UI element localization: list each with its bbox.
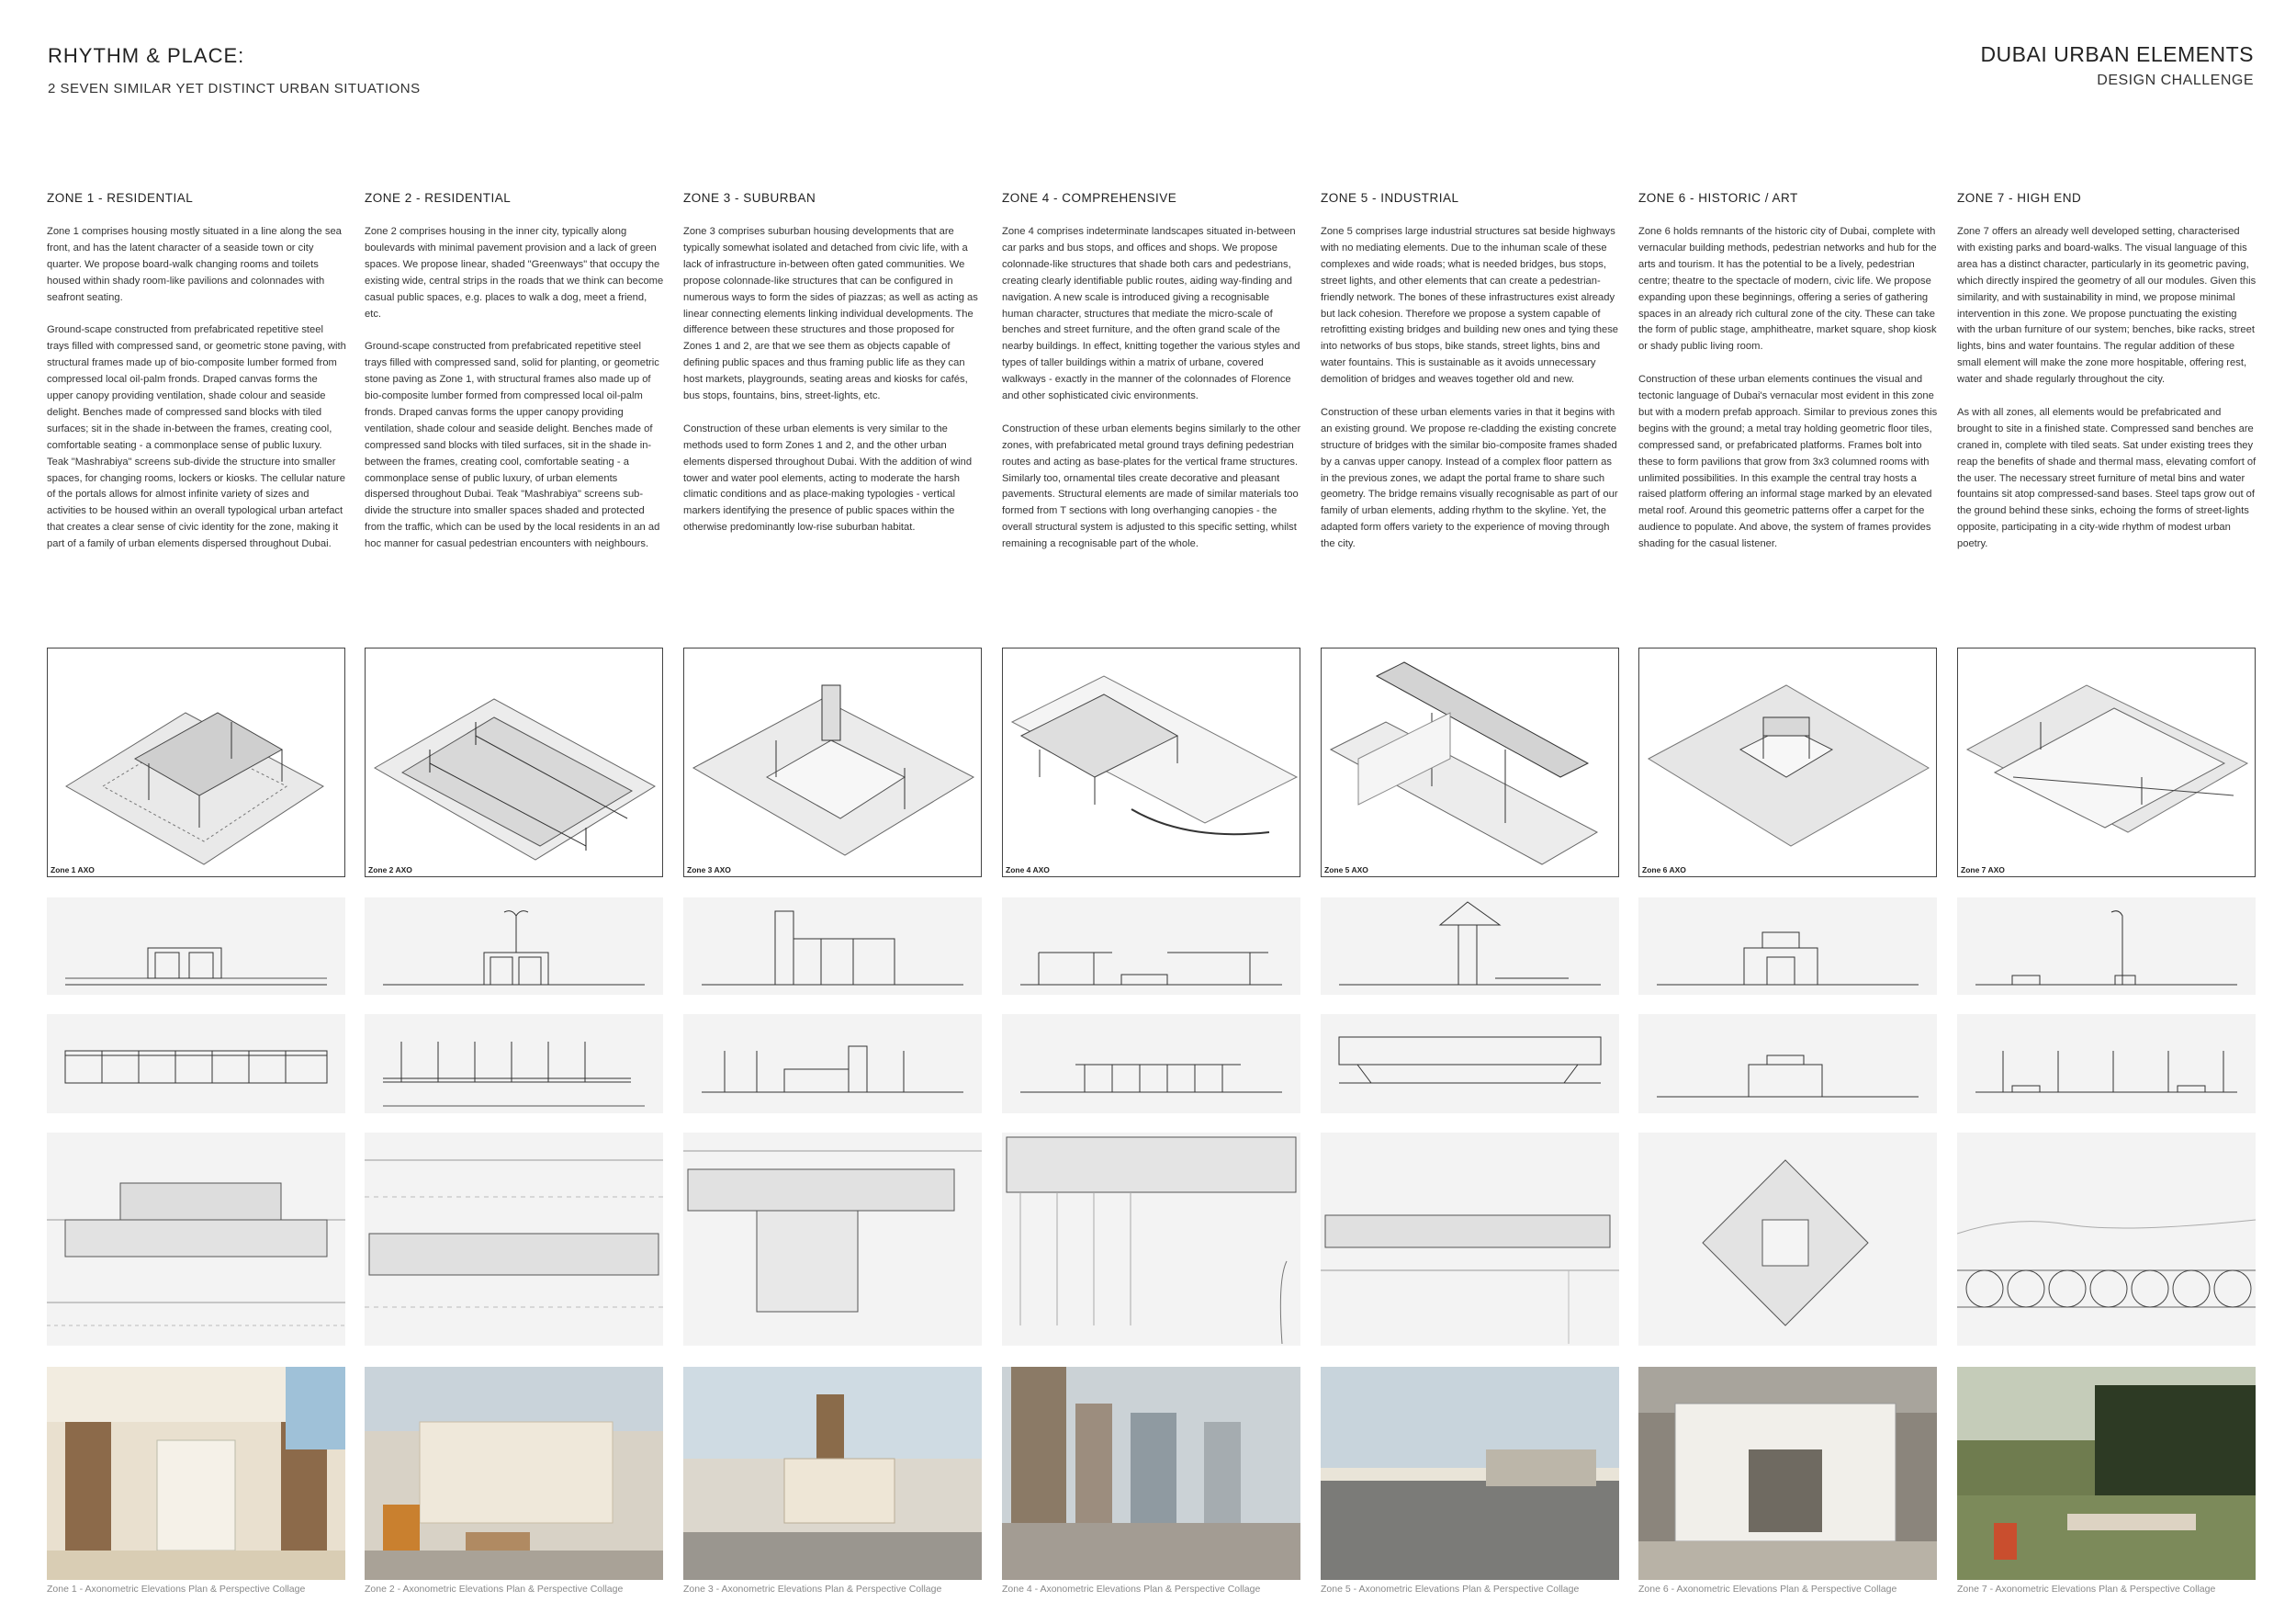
zone-paragraph-2: Construction of these urban elements begins similarly to the other zones, with prefabricated metal ground trays defining pedestrian routes and acting as base-plates for the vertical frame structures. Similarly too, ornamental tiles create decorative and pleasant pavements. Structural elements are made of similar materials too formed from T sections with long overhanging canopies - the overall structural system is adjusted to this specific setting, whilst remaining a recognisable part of the whole. [1002, 423, 1301, 550]
zone-paragraph-2: Ground-scape constructed from prefabricated repetitive steel trays filled with compressed sand, solid for planting, or geometric stone paving as Zone 1, with structural frames also made up of bio-composite lumber formed from compressed local oil-palm fronds. Draped canvas forms the upper canopy providing ventilation, shade colour and seaside delight. Benches made of compressed sand blocks with tiled surfaces, sit in the shade in-between the frames, creating cool, comfortable seating - a commonplace sense of public luxury, of urban elements dispersed throughout Dubai. Teak "Mashrabiya" screens sub-divide the structure into smaller spaces shaded and protected from the traffic, which can be used by the local residents in an ad hoc manner for casual pedestrian encounters with neighbours. [365, 341, 660, 550]
zone-paragraph-1: Zone 6 holds remnants of the historic city of Dubai, complete with vernacular building methods, pedestrian networks and hub for the arts and tourism. It has the potential to be a lively, pedestrian centre; theatre to the spectacle of modern, civic life. We propose expanding upon these beginnings, offering a series of gathering spaces in an already rich cultural zone of the city. These can take the form of public stage, amphitheatre, market square, shop kiosk or shady public living room. [1638, 226, 1937, 353]
axo-label: Zone 5 AXO [1324, 865, 1368, 874]
perspective-collage [47, 1367, 345, 1580]
zone-title: ZONE 2 - RESIDENTIAL [365, 191, 512, 205]
axo-drawing [1957, 648, 2256, 877]
brand-subtitle: DESIGN CHALLENGE [2097, 73, 2254, 88]
plan-drawing [1957, 1133, 2256, 1346]
axo-illustration [1322, 648, 1619, 877]
zone-title: ZONE 7 - HIGH END [1957, 191, 2082, 205]
zone-paragraph-2: As with all zones, all elements would be prefabricated and brought to site in a finished state. Compressed sand benches are craned in, complete with tiled seats. Sat under existing trees they reap the benefits of shade and thermal mass, elevating comfort of the user. The necessary street furniture of metal bins and water fountains sit atop compressed-sand bases. Steel taps grow out of the ground behind these sinks, echoing the forms of street-lights opposite, participating in a city-wide rhythm of modest urban poetry. [1957, 406, 2257, 550]
axo-label: Zone 7 AXO [1961, 865, 2005, 874]
zone-description [1002, 224, 1301, 570]
zone-column-4 [1002, 0, 1300, 1624]
zone-caption: Zone 5 - Axonometric Elevations Plan & Perspective Collage [1321, 1584, 1580, 1595]
zone-description [683, 224, 983, 553]
zone-description [47, 224, 346, 570]
perspective-collage [365, 1367, 663, 1580]
zone-title: ZONE 6 - HISTORIC / ART [1638, 191, 1798, 205]
axo-label: Zone 6 AXO [1642, 865, 1686, 874]
zone-column-7 [1957, 0, 2256, 1624]
elevation-front [1957, 897, 2256, 995]
zone-paragraph-2: Construction of these urban elements is very similar to the methods used to form Zones 1 and 2, and the other urban elements dispersed throughout Dubai. With the addition of wind tower and water pool elements, acting to moderate the harsh climatic conditions and as place-making typologies - vertical markers identifying the presence of public spaces within the otherwise predominantly low-rise suburban habitat. [683, 423, 973, 534]
zone-paragraph-1: Zone 3 comprises suburban housing developments that are typically somewhat isolated and detached from civic life, with a lack of infrastructure in-between often gated communities. We propose colonnade-like structures that can be configured in numerous ways to form the sides of piazzas; as well as acting as linear connecting elements linking individual developments. The difference between these structures and those proposed for Zones 1 and 2, are that we see them as objects capable of defining public spaces and thus framing public life as they can host markets, playgrounds, seating areas and kiosks for cafés, bus stops, fountains, bins, street-lights, etc. [683, 226, 978, 402]
elevation-side [1321, 1014, 1619, 1113]
zone-title: ZONE 3 - SUBURBAN [683, 191, 816, 205]
axo-illustration [366, 648, 663, 877]
elevation-side [1002, 1014, 1300, 1113]
elevation-front [365, 897, 663, 995]
axo-label: Zone 4 AXO [1006, 865, 1050, 874]
page-title: RHYTHM & PLACE: [48, 44, 245, 67]
zone-description [365, 224, 664, 570]
axo-drawing [365, 648, 663, 877]
brand-title: DUBAI URBAN ELEMENTS [1980, 42, 2254, 66]
plan-drawing [1321, 1133, 1619, 1346]
elevation-front [1321, 897, 1619, 995]
zone-paragraph-1: Zone 4 comprises indeterminate landscapes situated in-between car parks and bus stops, and offices and shops. We propose colonnade-like structures that shade both cars and pedestrians, creating clearly identifiable public routes, aiding way-finding and navigation. A new scale is introduced giving a recognisable human character, structures that mediate the micro-scale of benches and street furniture, and the often grand scale of the nearby buildings. In effect, knitting together the various styles and types of taller buildings within a matrix of urbane, covered walkways - exactly in the manner of the colonnades of Florence and other sophisticated civic environments. [1002, 226, 1300, 402]
axo-illustration [1639, 648, 1937, 877]
zone-column-1 [47, 0, 345, 1624]
zone-title: ZONE 4 - COMPREHENSIVE [1002, 191, 1177, 205]
elevation-front [683, 897, 982, 995]
zone-description [1321, 224, 1620, 570]
zone-paragraph-1: Zone 2 comprises housing in the inner city, typically along boulevards with minimal pavement provision and a lack of green spaces. We propose linear, shaded "Greenways" that occupy the existing wide, central strips in the roads that we think can become casual public spaces, e.g. places to walk a dog, meet a friend, etc. [365, 226, 664, 320]
axo-label: Zone 3 AXO [687, 865, 731, 874]
zone-caption: Zone 3 - Axonometric Elevations Plan & Perspective Collage [683, 1584, 942, 1595]
perspective-collage [683, 1367, 982, 1580]
zone-caption: Zone 7 - Axonometric Elevations Plan & Perspective Collage [1957, 1584, 2216, 1595]
plan-drawing [365, 1133, 663, 1346]
perspective-collage [1321, 1367, 1619, 1580]
zone-caption: Zone 6 - Axonometric Elevations Plan & Perspective Collage [1638, 1584, 1897, 1595]
elevation-front [1638, 897, 1937, 995]
axo-illustration [1003, 648, 1300, 877]
perspective-collage [1002, 1367, 1300, 1580]
axo-illustration [684, 648, 982, 877]
elevation-side [1638, 1014, 1937, 1113]
zone-column-5 [1321, 0, 1619, 1624]
perspective-collage [1638, 1367, 1937, 1580]
elevation-side [1957, 1014, 2256, 1113]
zone-title: ZONE 5 - INDUSTRIAL [1321, 191, 1459, 205]
zone-paragraph-2: Construction of these urban elements continues the visual and tectonic language of Dubai's vernacular most evident in this zone but with a modern prefab approach. Similar to previous zones this begins with the ground; a metal tray holding geometric floor tiles, compressed sand, or prefabricated platforms. Frames bolt into these to form pavilions that grow from 3x3 columned rooms with unlimited possibilities. In this example the central tray hosts a raised platform offering an informal stage marked by an elevated metal roof. Around this geometric patterns offer a carpet for the audience to populate. And above, the system of frames provides shading for the casual listener. [1638, 374, 1938, 550]
zone-column-2 [365, 0, 663, 1624]
elevation-side [683, 1014, 982, 1113]
axo-drawing [1638, 648, 1937, 877]
axo-drawing [47, 648, 345, 877]
zone-caption: Zone 2 - Axonometric Elevations Plan & Perspective Collage [365, 1584, 624, 1595]
plan-drawing [1638, 1133, 1937, 1346]
plan-drawing [683, 1133, 982, 1346]
zone-paragraph-1: Zone 1 comprises housing mostly situated in a line along the sea front, and has the latent character of a seaside town or city quarter. We propose board-walk changing rooms and toilets housed within shady room-like pavilions and colonnades with seafront seating. [47, 226, 342, 303]
axo-drawing [1002, 648, 1300, 877]
zone-description [1957, 224, 2257, 570]
axo-illustration [1958, 648, 2256, 877]
zone-caption: Zone 4 - Axonometric Elevations Plan & Perspective Collage [1002, 1584, 1261, 1595]
zone-paragraph-1: Zone 7 offers an already well developed setting, characterised with existing parks and board-walks. The visual language of this area has a distinct character, particularly in its geometric paving, which directly inspired the geometry of all our modules. Given this similarity, and with sustainability in mind, we propose minimal intervention in this zone. We propose punctuating the existing with the urban furniture of our system; benches, bike racks, street lights, bins and water fountains. The regular addition of these small element will make the zone more hospitable, offering rest, water and shade regularly throughout the city. [1957, 226, 2257, 386]
zone-paragraph-2: Ground-scape constructed from prefabricated repetitive steel trays filled with compressed sand, or geometric stone paving, with structural frames made up of bio-composite lumber formed from compressed local oil-palm fronds. Draped canvas forms the upper canopy providing ventilation, shade colour and seaside delight. Benches made of compressed sand blocks with tiled surfaces; sit in the shade in-between the frames, creating cool, comfortable seating - a commonplace sense of public luxury. Teak "Mashrabiya" screens sub-divide the structure into smaller spaces, for changing rooms, lockers or kiosks. The cellular nature of the portals allows for almost infinite variety of sizes and activities to be housed within an overall typological urban artefact that creates a clear sense of civic identity for the zone, making it part of a family of urban elements dispersed throughout Dubai. [47, 324, 346, 550]
zone-paragraph-1: Zone 5 comprises large industrial structures sat beside highways with no mediating elements. Due to the inhuman scale of these complexes and wide roads; what is needed bridges, bus stops, street lights, and other elements that can create a pedestrian-friendly network. The bones of these infrastructures exist already but lack cohesion. Therefore we propose a system capable of retrofitting existing bridges and building new ones and tying these into networks of bus stops, bike stands, street lights, bins and water fountains. This is sustainable as it avoids unnecessary demolition of bridges and weaves together old and new. [1321, 226, 1619, 386]
elevation-front [47, 897, 345, 995]
elevation-side [47, 1014, 345, 1113]
zone-column-3 [683, 0, 982, 1624]
axo-label: Zone 1 AXO [51, 865, 95, 874]
zone-description [1638, 224, 1938, 570]
elevation-side [365, 1014, 663, 1113]
perspective-collage [1957, 1367, 2256, 1580]
plan-drawing [47, 1133, 345, 1346]
axo-drawing [683, 648, 982, 877]
page-subtitle: 2 SEVEN SIMILAR YET DISTINCT URBAN SITUATIONS [48, 81, 421, 96]
axo-illustration [48, 648, 345, 877]
elevation-front [1002, 897, 1300, 995]
zone-paragraph-2: Construction of these urban elements varies in that it begins with an existing ground. We propose re-cladding the existing concrete structure of bridges with the similar bio-composite frames shaded by a canvas upper canopy. Instead of a complex floor pattern as in the previous zones, we adapt the portal frame to share such geometry. The bridge remains visually recognisable as part of our family of urban elements, adding rhythm to the skyline. Yet, the adapted form offers variety to the experience of moving through the city. [1321, 406, 1618, 550]
axo-label: Zone 2 AXO [368, 865, 412, 874]
axo-drawing [1321, 648, 1619, 877]
zone-title: ZONE 1 - RESIDENTIAL [47, 191, 194, 205]
zone-column-6 [1638, 0, 1937, 1624]
zone-caption: Zone 1 - Axonometric Elevations Plan & Perspective Collage [47, 1584, 306, 1595]
plan-drawing [1002, 1133, 1300, 1346]
